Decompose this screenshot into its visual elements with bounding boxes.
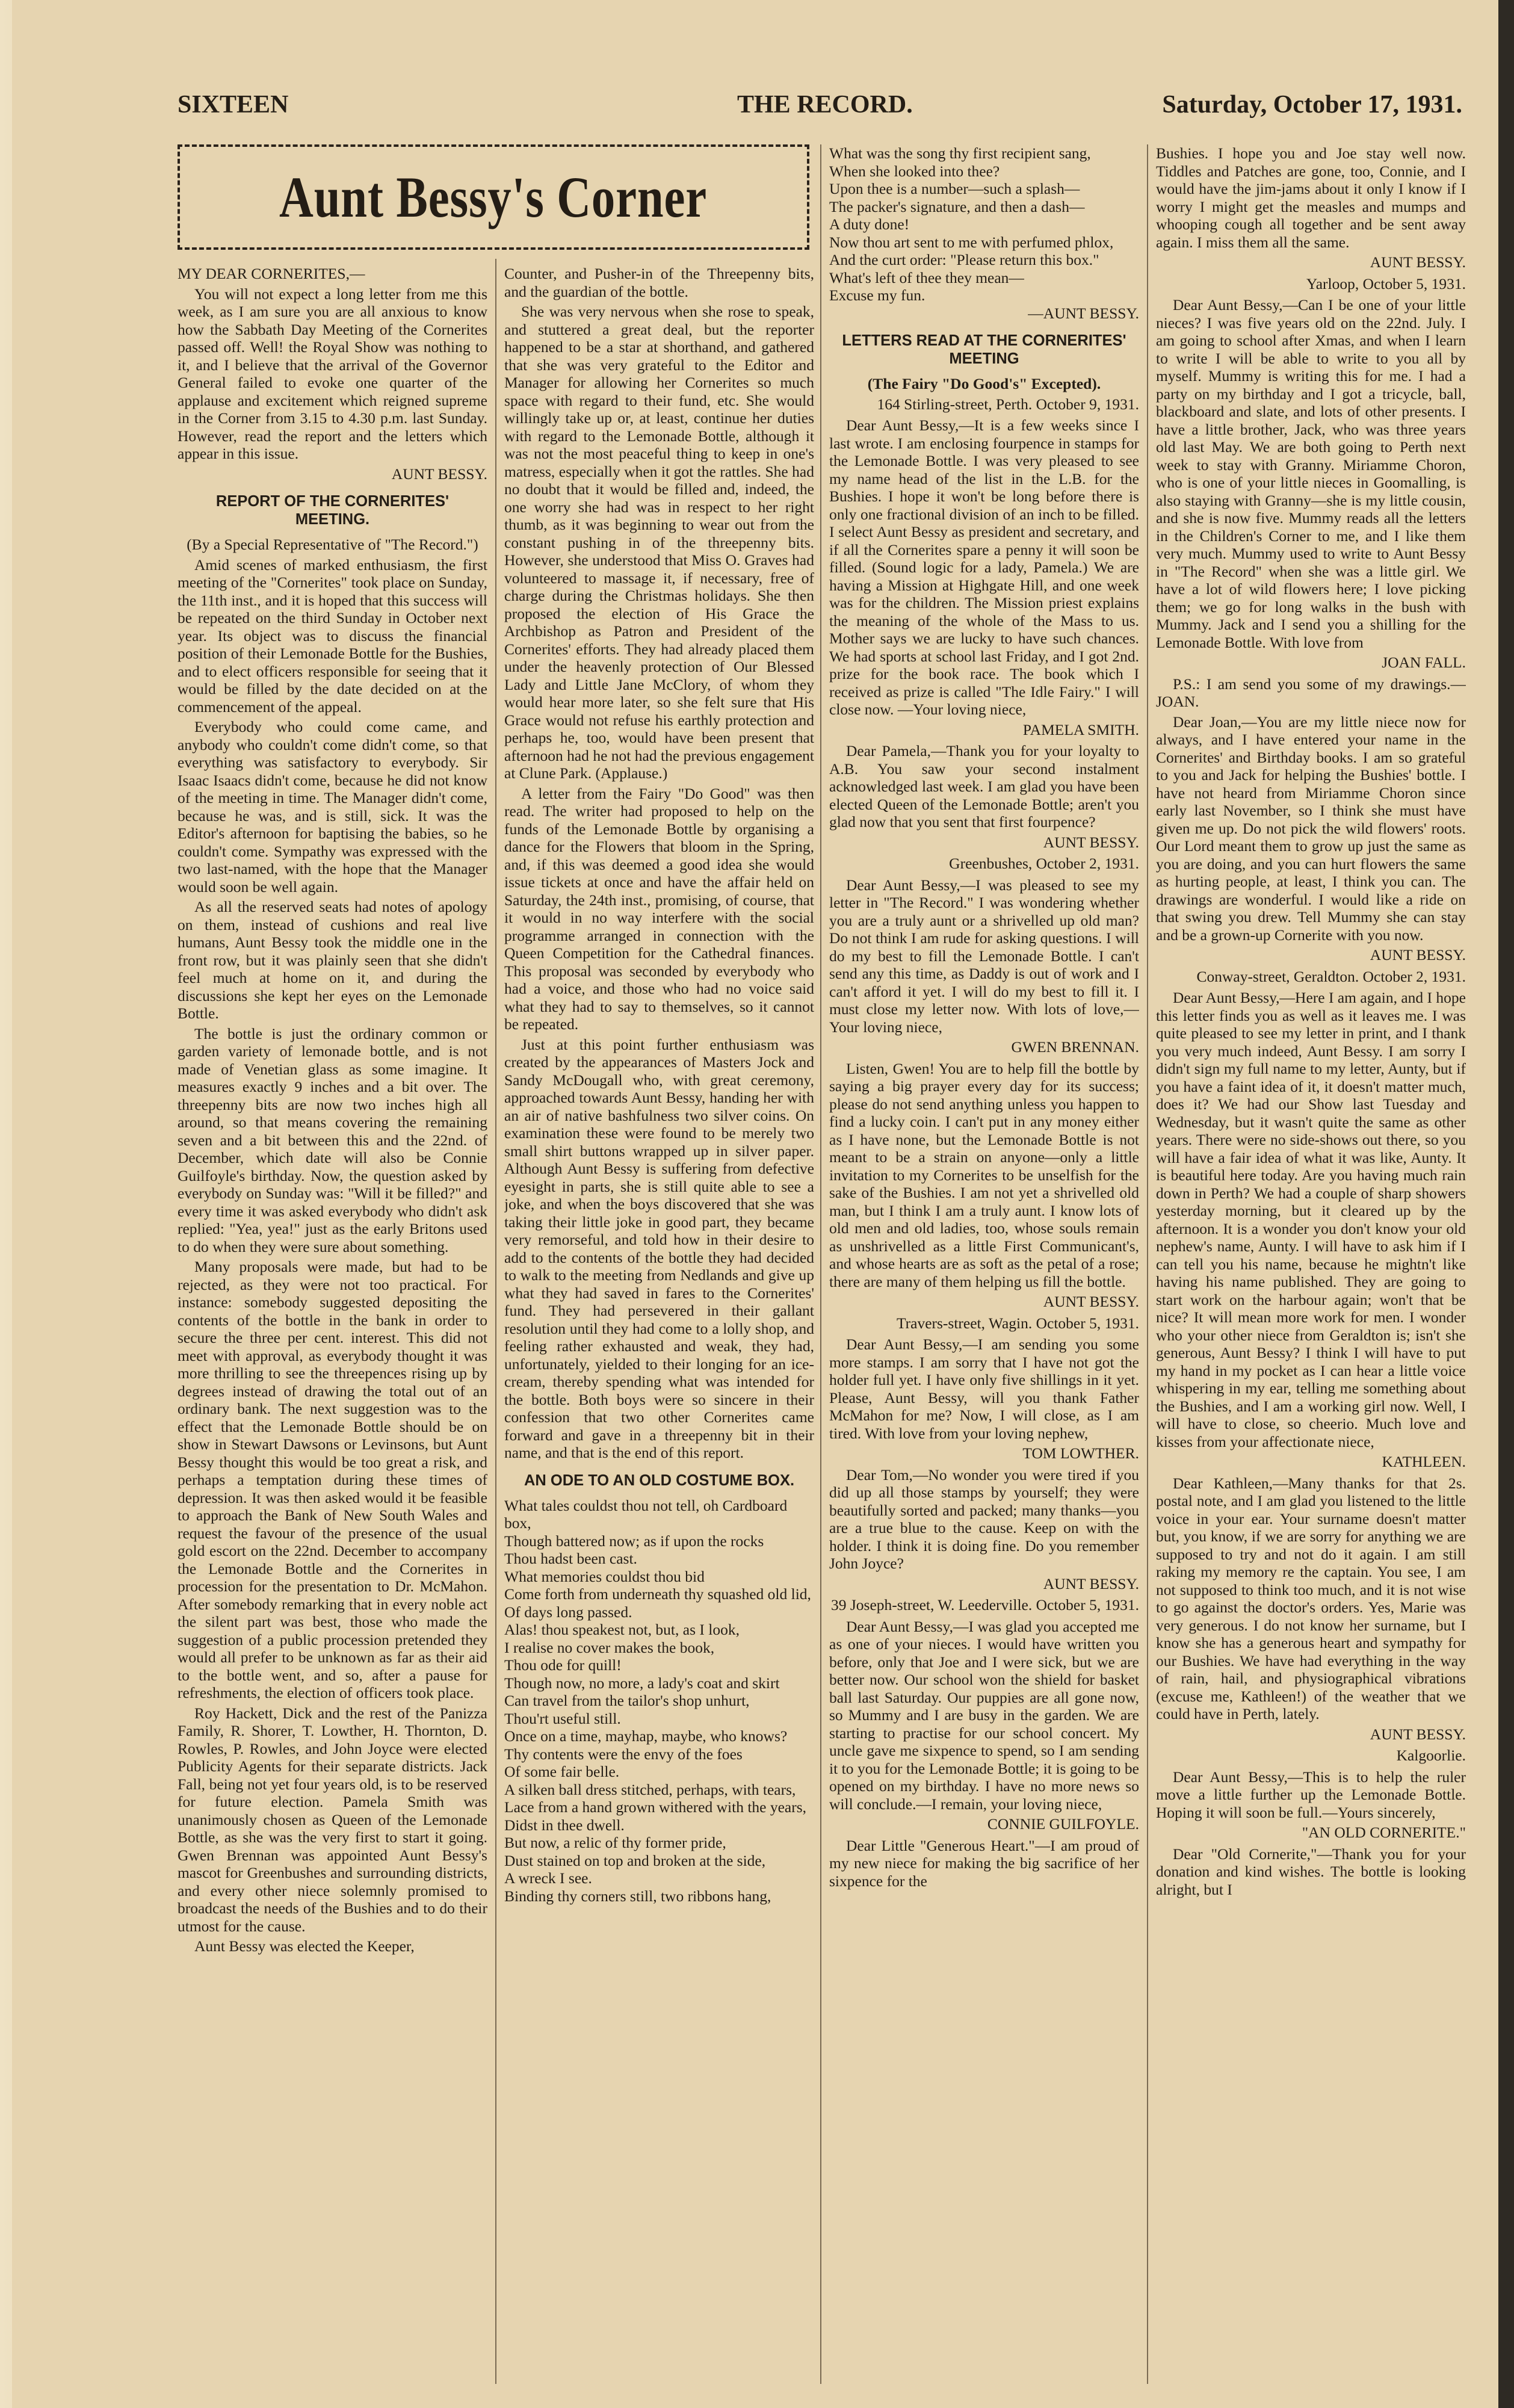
section-title: Aunt Bessy's Corner <box>279 165 708 229</box>
letter-address: Travers-street, Wagin. October 5, 1931. <box>896 1314 1139 1332</box>
poem-line: A silken ball dress stitched, perhaps, with tears, <box>504 1780 796 1798</box>
letter-address: 39 Joseph-street, W. Leederville. October 5, 1931. <box>831 1596 1139 1614</box>
column-1 <box>178 265 487 2384</box>
reply: Listen, Gwen! You are to help fill the bottle by saying a big prayer every day for its success; please do not send anything unless you happen to find a lucky coin. I can't put in any money either as I have none, but the Lemonade Bottle is not meant to be a strain on anyone—only a little invitation to my Cornerites to be unselfish for the sake of the Bushies. I am not yet a shrivelled old man, but I think I am a truly aunt. I know lots of old men and old ladies, too, whose souls remain as unshrivelled as a little First Communicant's, and whose hearts are as soft as the petal of a rose; there are many of them helping us fill the bottle. <box>829 1059 1139 1290</box>
paragraph: Just at this point further enthusiasm was created by the appearances of Masters Jock and Sandy McDougall who, with great ceremony, approached towards Aunt Bessy, handing her with an air of native bashfulness two silver coins. On examination these were found to be merely two small shirt buttons wrapped up in silver paper. Although Aunt Bessy is suffering from defective eyesight in parts, she is still quite able to see a joke, and when the boys discovered that she was taking their little joke in good part, they became very remorseful, and told how in their desire to add to the contents of the bottle they had decided to walk to the meeting from Nedlands and give up what they had saved in fares to the Cornerites' fund. They had persevered in their gallant resolution until they had come to a lolly shop, and feeling rather exhausted and weak, they had, unfortunately, yielded to their longing for an ice-cream, thereby spending what was intended for the bottle. Both boys were so sincere in their confession that two other Cornerites came forward and gave in a threepenny bit in their name, and that is the end of this report. <box>504 1035 814 1461</box>
column-rule <box>820 144 821 2384</box>
poem-line: Once on a time, mayhap, maybe, who knows? <box>504 1727 788 1745</box>
letter: Dear Aunt Bessy,—I was pleased to see my letter in "The Record." I was wondering whether you are a truly aunt or a shrivelled up old man? Do not think I am rude for asking questions. I will do my best to fill the Lemonade Bottle. I can't send any this time, as Daddy is out of work and I can't afford it yet. I will do my best to fill it. I must close my letter now. With lots of love,—Your loving niece, <box>829 876 1139 1036</box>
signature: JOAN FALL. <box>1382 654 1466 671</box>
paragraph: Counter, and Pusher-in of the Threepenny bits, and the guardian of the bottle. <box>504 265 814 300</box>
column-rule <box>495 259 496 2384</box>
poem-line: Binding thy corners still, two ribbons hang, <box>504 1887 771 1905</box>
issue-date: Saturday, October 17, 1931. <box>1162 91 1462 119</box>
letter: Dear Aunt Bessy,—I was glad you accepted me as one of your nieces. I would have written you before, only that Joe and I were sick, but we are better now. Our school won the shield for basket ball last Saturday. Our puppies are all gone now, so Mummy and I are busy in the garden. We are starting to practise for our school concert. My uncle gave me sixpence to spend, so I am sending it to you for the Lemonade Bottle; it is going to be opened on my birthday. I have no more news so will conclude.—I remain, your loving niece, <box>829 1617 1139 1813</box>
poem-line: Thy contents were the envy of the foes <box>504 1745 743 1763</box>
signature: —AUNT BESSY. <box>1028 304 1139 322</box>
paragraph: Roy Hackett, Dick and the rest of the Panizza Family, R. Shorer, T. Lowther, H. Thornton, D. Rowles, P. Rowles, and John Joyce were elected Publicity Agents for their separate districts. Jack Fall, being not yet four years old, is to be reserved for future election. Pamela Smith was unanimously chosen as Queen of the Lemonade Bottle, as she was the very first to start it going. Gwen Brennan was appointed Aunt Bessy's mascot for Greenbushes and surrounding districts, and every other niece solemnly promised to broadcast the needs of the Bushies and to do their utmost for the cause. <box>178 1704 487 1935</box>
postscript: P.S.: I am send you some of my drawings.—JOAN. <box>1156 675 1466 710</box>
salutation: MY DEAR CORNERITES,— <box>178 265 365 282</box>
signature: "AN OLD CORNERITE." <box>1302 1824 1466 1841</box>
paragraph: Many proposals were made, but had to be rejected, as they were not too practical. For instance: somebody suggested depositing the contents of the bottle in the bank in order to secure the three per cent. interest. This did not meet with approval, as everybody thought it was more thrilling to see the threepences rising up by degrees instead of drawing the total out of an ordinary bank. The next suggestion was to the effect that the Lemonade Bottle should be on show in Stewart Dawsons or Levinsons, but Aunt Bessy thought this would be too great a risk, and perhaps a temptation during these times of depression. It was then asked would it be feasible to approach the Bank of New South Wales and request the favour of the presence of the usual gold escort on the 22nd. December to accompany the Lemonade Bottle and the Cornerites in procession for the presentation to Dr. McMahon. After somebody remarking that in every noble act the silent part was best, those who made the suggestion of a public procession pretended they would all prefer to be unknown as far as their aid to the bottle went, and so, after a pause for refreshments, the election of officers took place. <box>178 1258 487 1701</box>
paragraph: She was very nervous when she rose to speak, and stuttered a great deal, but the reporter happened to be a star at shorthand, and gathered that she was very grateful to the Editor and Manager for allowing her Cornerites so much space with regard to their fund, etc. She would willingly take up or, at least, continue her duties with regard to the Lemonade Bottle, although it was not the most peaceful thing to keep in one's matress, especially when it got the rattles. She had no doubt that it would be filled and, indeed, the one worry she had was in respect to her right thumb, as it was beginning to wear out from the constant pushing in of the threepenny bits. However, she understood that Miss O. Graves had volunteered to massage it, if necessary, free of charge during the Christmas holidays. She then proposed the election of His Grace the Archbishop as Patron and President of the Cornerites' efforts. They had already placed them under the heavenly protection of Our Blessed Lady and Little Jane McClory, of whom they would hear more later, so she felt sure that His Grace would not refuse his earthly protection and perhaps he, too, would have been present that afternoon had he not had the previous engagement at Clune Park. (Applause.) <box>504 303 814 782</box>
letter-address: Conway-street, Geraldton. October 2, 1931. <box>1196 967 1466 985</box>
reply: Bushies. I hope you and Joe stay well now. Tiddles and Patches are gone, too, Connie, and I would have the jim-jams about it only I know if I worry I might get the measles and mumps and whooping cough all together and be sent away again. I miss them all the same. <box>1156 144 1466 251</box>
paragraph: You will not expect a long letter from me this week, as I am sure you are all anxious to know how the Sabbath Day Meeting of the Cornerites passed off. Well! the Royal Show was nothing to it, and I believe that the arrival of the Governor General failed to evoke one quarter of the applause and excitement which reigned supreme in the Corner from 3.15 to 4.30 p.m. last Sunday. However, read the report and the letters which appear in this issue. <box>178 285 487 462</box>
poem-line: Though battered now; as if upon the rocks <box>504 1532 764 1550</box>
ode-poem <box>504 1497 814 1905</box>
poem-line: Lace from a hand grown withered with the years, <box>504 1798 807 1816</box>
poem-line: Thou ode for quill! <box>504 1656 622 1674</box>
signature: PAMELA SMITH. <box>1022 720 1139 738</box>
paragraph: A letter from the Fairy "Do Good" was then read. The writer had proposed to help on the funds of the Lemonade Bottle by organising a dance for the Flowers that bloom in the Spring, and, if this was deemed a good idea she would issue tickets at once and have the affair held on Saturday, the 24th inst., promising, of course, that it would in no way interfere with the social programme arranged in connection with the Queen Competition for the Cathedral finances. This proposal was seconded by everybody who had a voice, and those who had no voice said what they had to say to themselves, so it cannot be repeated. <box>504 784 814 1033</box>
poem-line: Upon thee is a number—such a splash— <box>829 180 1080 197</box>
poem-line: A duty done! <box>829 215 910 233</box>
letter: Dear Aunt Bessy,—It is a few weeks since I last wrote. I am enclosing fourpence in stamps for the Lemonade Bottle. I was very pleased to see my name head of the list in the L.B. for the Bushies. I hope it won't be long before there is only one fractional division of an inch to be filled. I select Aunt Bessy as president and secretary, and if all the Cornerites spare a penny it will soon be filled. (Sound logic for a lady, Pamela.) We are having a Mission at Highgate Hill, and one week was for the children. The Mission priest explains the meaning of the whole of the Mass to us. Mother says we are lucky to have such chances. We had sports at school last Friday, and I got 2nd. prize for the book race. The book which I received as prize is called "The Idle Fairy." I will close now. —Your loving niece, <box>829 416 1139 718</box>
poem-line: Come forth from underneath thy squashed old lid, <box>504 1585 811 1603</box>
signature: AUNT BESSY. <box>1043 1293 1139 1310</box>
letters-heading: LETTERS READ AT THE CORNERITES' MEETING <box>842 332 1126 367</box>
signature: AUNT BESSY. <box>1043 1574 1139 1592</box>
poem-line: Now thou art sent to me with perfumed phlox, <box>829 233 1114 251</box>
poem-line: And the curt order: "Please return this box." <box>829 251 1099 268</box>
page-header <box>178 90 1462 126</box>
reply: Dear Joan,—You are my little niece now for always, and I have entered your name in the Cornerites' and Birthday books. I am so grateful to you and Jack for helping the Bushies' bottle. I have not heard from Miriamme Choron since early last November, so I think she must have given me up. Do not pick the wild flowers' roots. Our Lord meant them to grow up just the same as you are doing, and you can hurt flowers the same as hurting people, at least, I think you can. The drawings are wonderful. I would like a ride on that swing you drew. Tell Mummy she can stay and be a grown-up Cornerite with you now. <box>1156 713 1466 944</box>
poem-line: Dust stained on top and broken at the side, <box>504 1851 766 1869</box>
ode-heading: AN ODE TO AN OLD COSTUME BOX. <box>524 1472 795 1489</box>
signature: KATHLEEN. <box>1382 1453 1466 1470</box>
poem-line: Alas! thou speakest not, but, as I look, <box>504 1621 740 1638</box>
signature: TOM LOWTHER. <box>1022 1444 1139 1462</box>
signature: AUNT BESSY. <box>1043 833 1139 851</box>
letter: Dear Aunt Bessy,—I am sending you some more stamps. I am sorry that I have not got the holder full yet. I have only five shillings in it yet. Please, Aunt Bessy, will you thank Father McMahon for me? Now, I will close, as I am tired. With love from your loving nephew, <box>829 1336 1139 1442</box>
poem-line: What memories couldst thou bid <box>504 1567 705 1585</box>
poem-line: Though now, no more, a lady's coat and skirt <box>504 1674 780 1692</box>
letter-address: 164 Stirling-street, Perth. October 9, 1931. <box>877 395 1139 413</box>
reply: Dear Pamela,—Thank you for your loyalty to A.B. You saw your second instalment acknowledged last week. I am glad you have been elected Queen of the Lemonade Bottle; aren't you glad now that you sent that first fourpence? <box>829 742 1139 831</box>
letter: Dear Aunt Bessy,—Can I be one of your little nieces? I was five years old on the 22nd. July. I am going to school after Xmas, and when I learn to write I will be able to write to you all by myself. Mummy is writing this for me. I had a party on my birthday and I got a tricycle, ball, blackboard and slate, and lots of other presents. I have a little brother, Jack, who was three years old last May. We are both going to Perth next week to stay with Granny. Miriamme Choron, who is one of your little nieces in Goomalling, is also staying with Granny—she is my little cousin, and she is now five. Mummy reads all the letters in the Children's Corner to me, and I like them very much. Mummy used to write to Aunt Bessy in "The Record" when she was a little girl. We have a lot of wild flowers here; I love picking them; we go for long walks in the bush with Mummy. Jack and I send you a shilling for the Lemonade Bottle. With love from <box>1156 296 1466 651</box>
column-2 <box>504 265 814 2384</box>
poem-line: But now, a relic of thy former pride, <box>504 1834 726 1851</box>
reply: Dear Tom,—No wonder you were tired if you did up all those stamps by yourself; they were beautifully sorted and packed; many thanks—you are a true blue to the cause. Keep on with the holder. I think it is doing fine. Do you remember John Joyce? <box>829 1466 1139 1572</box>
poem-line: Thou'rt useful still. <box>504 1709 621 1727</box>
paragraph: Aunt Bessy was elected the Keeper, <box>194 1937 415 1955</box>
signature: AUNT BESSY. <box>1370 946 1466 964</box>
section-title-box <box>178 144 809 250</box>
letter-address: Yarloop, October 5, 1931. <box>1306 274 1466 292</box>
signature: AUNT BESSY. <box>391 465 487 483</box>
poem-line: Thou hadst been cast. <box>504 1550 637 1567</box>
column-rule <box>1147 144 1148 2384</box>
signature: CONNIE GUILFOYLE. <box>987 1815 1139 1833</box>
letters-subheading: (The Fairy "Do Good's" Excepted). <box>867 375 1101 392</box>
report-heading: REPORT OF THE CORNERITES' MEETING. <box>215 493 450 528</box>
newspaper-page <box>12 0 1498 2408</box>
ode-poem-continued <box>829 144 1139 305</box>
column-3 <box>829 144 1139 2384</box>
poem-line: When she looked into thee? <box>829 162 1000 180</box>
column-4 <box>1156 144 1466 2384</box>
byline: (By a Special Representative of "The Record.") <box>187 536 478 553</box>
paragraph: As all the reserved seats had notes of apology on them, instead of cushions and real live humans, Aunt Bessy took the middle one in the front row, but it was plainly seen that she didn't feel much at home on it, and during the discussions she kept her eyes on the Lemonade Bottle. <box>178 898 487 1022</box>
letter: Dear Aunt Bessy,—This is to help the ruler move a little further up the Lemonade Bottle. Hoping it will soon be full.—Yours sincerely, <box>1156 1768 1466 1821</box>
signature: GWEN BRENNAN. <box>1011 1038 1139 1056</box>
poem-line: Excuse my fun. <box>829 286 925 304</box>
signature: AUNT BESSY. <box>1370 253 1466 271</box>
poem-line: Didst in thee dwell. <box>504 1816 625 1834</box>
reply: Dear Little "Generous Heart."—I am proud of my new niece for making the big sacrifice of her sixpence for the <box>829 1836 1139 1890</box>
letter-address: Kalgoorlie. <box>1396 1747 1466 1764</box>
paragraph: Amid scenes of marked enthusiasm, the first meeting of the "Cornerites" took place on Sunday, the 11th inst., and it is hoped that this success will be repeated on the third Sunday in October next year. Its object was to discuss the financial position of their Lemonade Bottle for the Bushies, and to elect officers responsible for seeing that it would be filled by the date decided on at the commencement of the appeal. <box>178 556 487 716</box>
paragraph: The bottle is just the ordinary common or garden variety of lemonade bottle, and is not made of Venetian glass as some imagine. It measures exactly 9 inches and a bit over. The threepenny bits are now two inches high all around, so that means covering the remaining seven and a bit between this and the 22nd. of December, which date will also be Connie Guilfoyle's birthday. Now, the question asked by everybody on Sunday was: "Will it be filled?" and every time it was asked everybody who didn't ask replied: "Yea, yea!" just as the early Britons used to do when they were sure about something. <box>178 1024 487 1255</box>
poem-line: A wreck I see. <box>504 1869 592 1887</box>
letter-address: Greenbushes, October 2, 1931. <box>949 855 1139 872</box>
article-columns <box>178 144 1466 2384</box>
poem-line: What tales couldst thou not tell, oh Cardboard box, <box>504 1496 788 1532</box>
poem-line: What was the song thy first recipient sang, <box>829 144 1091 162</box>
poem-line: Can travel from the tailor's shop unhurt, <box>504 1692 750 1709</box>
poem-line: I realise no cover makes the book, <box>504 1638 715 1656</box>
poem-line: Of days long passed. <box>504 1603 632 1621</box>
paper-name: THE RECORD. <box>737 91 913 119</box>
letter: Dear Aunt Bessy,—Here I am again, and I hope this letter finds you as well as it leaves me. I was quite pleased to see my letter in print, and I thank you very much indeed, Aunt Bessy. I am sorry I didn't sign my full name to my letter, Aunty, but if you have a faint idea of it, it doesn't matter much, does it? We had our Show last Tuesday and Wednesday, but it wasn't quite the same as other years. There were no side-shows out there, so you will have a fair idea of what it was like, Aunty. It is beautiful here today. Are you having much rain down in Perth? We had a couple of sharp showers yesterday morning, but it cleared up by the afternoon. It is a wonder you don't know your old nephew's name, Aunty. I will have to ask him if I can tell you his name, because he mightn't like having his name published. They are going to start work on the harbour again; won't that be nice? It will mean more work for men. I wonder who your other niece from Geraldton is; isn't she generous, Aunt Bessy? I think I will have to put my hand in my pocket as I can hear a little voice whispering in my ear, telling me something about the Bushies, and I am a working girl now. Well, I will have to close, so cheerio. Much love and kisses from your affectionate niece, <box>1156 989 1466 1450</box>
poem-line: The packer's signature, and then a dash— <box>829 197 1085 215</box>
poem-line: Of some fair belle. <box>504 1763 620 1780</box>
signature: AUNT BESSY. <box>1370 1725 1466 1743</box>
reply: Dear Kathleen,—Many thanks for that 2s. postal note, and I am glad you listened to the little voice in your ear. Your surname doesn't matter but, you know, if we are sorry for anything we are supposed to try and not do it again. I am still raking my memory re the captain. You see, I am not supposed to think too much, and it is not wise to go against the doctor's orders. Yes, Marie was very generous. I do not know her surname, but I know she has a generous heart and sympathy for our Bushies. We have had everything in the way of rain, hail, and physiographical vibrations (excuse me, Kathleen!) of the weather that we could have in Perth, lately. <box>1156 1474 1466 1722</box>
page-number: SIXTEEN <box>178 91 289 119</box>
poem-line: What's left of thee they mean— <box>829 268 1024 286</box>
paragraph: Everybody who could come came, and anybody who couldn't come didn't come, so that everything was satisfactory to everybody. Sir Isaac Isaacs didn't come, because he did not know of the meeting in time. The Manager didn't come, because he was, and is still, sick. It was the Editor's afternoon for baptising the babies, so he couldn't come. Sympathy was expressed with the two last-named, with the hope that the Manager would soon be well again. <box>178 718 487 896</box>
reply: Dear "Old Cornerite,"—Thank you for your donation and kind wishes. The bottle is looking alright, but I <box>1156 1845 1466 1898</box>
